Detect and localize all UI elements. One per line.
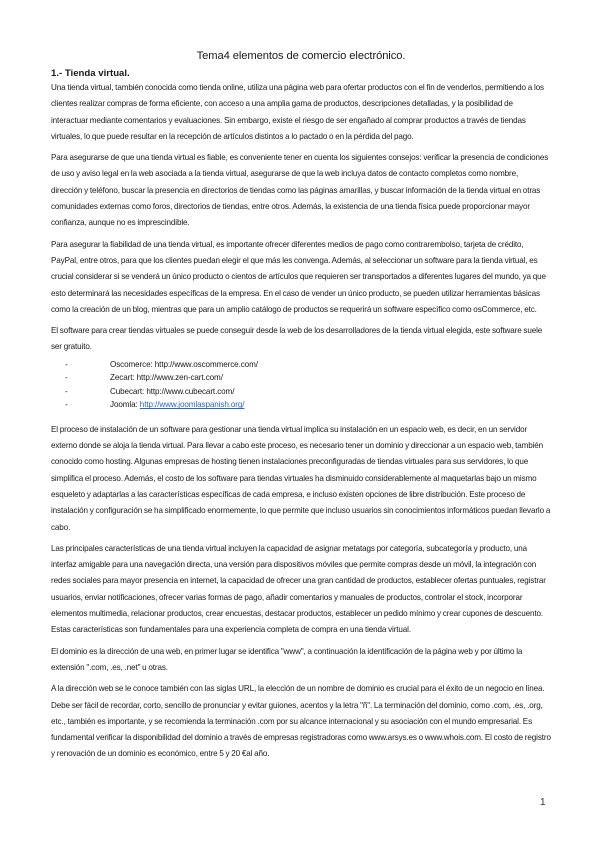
- bullet-dash: -: [65, 359, 68, 369]
- list-item-label: Joomla:: [110, 400, 140, 410]
- list-item-cubecart: [51, 385, 551, 399]
- list-item-text: Zecart: http://www.zen-cart.com/: [110, 373, 223, 383]
- bullet-dash: -: [65, 386, 68, 396]
- paragraph-reliability-tips: Para asegurarse de que una tienda virtual es fiable, es conveniente tener en cuenta los siguientes consejos: verificar la presencia de condiciones de uso y aviso legal en la web asociada a la tienda virtual, asegurarse de que la web incluya datos de contacto completos como nombre, dirección y teléfono, buscar la presencia en directorios de tiendas como las páginas amarillas, y buscar información de la tienda virtual en otras comunidades externas como foros, directorios de tiendas, entre otros. Además, la existencia de una tienda física puede proporcionar mayor confianza, aunque no es imprescindible.: [51, 153, 549, 228]
- paragraph-software-source: El software para crear tiendas virtuales se puede conseguir desde la web de los desarrolladores de la tienda virtual elegida, este software suele ser gratuito.: [51, 326, 543, 352]
- paragraph-installation: El proceso de instalación de un software para gestionar una tienda virtual implica su instalación en un espacio web, es decir, en un servidor externo donde se aloja la tienda virtual. Para llevar a cabo este proceso, es necesario tener un dominio y direccionar a un espacio web, también conocido como hosting. Algunas empresas de hosting tienen instalaciones preconfiguradas de tiendas virtuales para sus servidores, lo que simplifica el proceso. Además, el costo de los software para tiendas virtuales ha disminuido considerablemente al maquetarlas bajo un mismo esqueleto y adaptarlas a las características específicas de cada empresa, e incluso existen opciones de libre distribución. Este proceso de instalación y configuración se ha simplificado enormemente, lo que permite que incluso usuarios sin conocimientos informáticos puedan llevarlo a cabo.: [51, 424, 551, 532]
- section-heading: 1.- Tienda virtual.: [51, 68, 130, 79]
- paragraph-payment-methods: Para asegurar la fiabilidad de una tienda virtual, es importante ofrecer diferentes medios de pago como contrarembolso, tarjeta de crédito, PayPal, entre otros, para que los clientes puedan elegir el que más les convenga. Además, al seleccionar un software para la tienda virtual, es crucial considerar si se venderá un único producto o cientos de artículos que requieren ser transportados a diferentes lugares del mundo, ya que esto determinará las necesidades específicas de la empresa. En el caso de vender un único producto, se pueden utilizar herramientas básicas como la creación de un blog, mientras que para un amplio catálogo de productos se requerirá un software específico como osCommerce, etc.: [51, 239, 546, 314]
- list-item-joomla: [51, 398, 551, 412]
- list-item-zencart: [51, 371, 551, 385]
- paragraph-url: A la dirección web se le conoce también con las siglas URL, la elección de un nombre de dominio es crucial para el éxito de un negocio en línea. Debe ser fácil de recordar, corto, sencillo de pronunciar y evitar guiones, acentos y la letra "ñ". La terminación del dominio, como .com, .es, .org, etc., también es importante, y se recomienda la terminación .com por su alcance internacional y su asociación con el mundo empresarial. Es fundamental verificar la disponibilidad del dominio a través de empresas registradoras como www.arsys.es o www.whois.com. El costo de registro y renovación de un dominio es económico, entre 5 y 20 €al año.: [51, 684, 551, 759]
- list-item-text: Cubecart: http://www.cubecart.com/: [110, 386, 235, 396]
- list-item-oscommerce: [51, 358, 551, 372]
- page-number: 1: [540, 797, 546, 808]
- document-title: Tema4 elementos de comercio electrónico.: [196, 50, 406, 62]
- document-page: [51, 50, 551, 768]
- paragraph-definition: Una tienda virtual, también conocida como tienda online, utiliza una página web para ofertar productos con el fin de venderlos, permitiendo a los clientes realizar compras de forma eficiente, con acceso a una amplia gama de productos, descripciones detalladas, y la posibilidad de interactuar mediante comentarios y evaluaciones. Sin embargo, existe el riesgo de ser engañado al comprar productos a través de tiendas virtuales, lo que puede resultar en la recepción de artículos distintos a lo pactado o en la pérdida del pago.: [51, 83, 544, 141]
- joomla-link[interactable]: http://www.joomlaspanish.org/: [139, 400, 245, 410]
- bullet-dash: -: [65, 400, 68, 410]
- paragraph-domain: El dominio es la dirección de una web, en primer lugar se identifica "www", a continuación la identificación de la página web y por último la extensión ".com, .es, .net" u otras.: [51, 646, 523, 672]
- paragraph-features: Las principales características de una tienda virtual incluyen la capacidad de asignar metatags por categoría, subcategoría y producto, una interfaz amigable para una navegación directa, una versión para dispositivos móviles que permite compras desde un móvil, la integración con redes sociales para mayor presencia en internet, la capacidad de ofrecer una gran cantidad de productos, establecer ofertas puntuales, registrar usuarios, enviar notificaciones, ofrecer varias formas de pago, añadir comentarios y manuales de productos, controlar el stock, incorporar elementos multimedia, relacionar productos, crear encuestas, destacar productos, establecer un pedido mínimo y crear cupones de descuento. Estas características son fundamentales para una experiencia completa de compra en una tienda virtual.: [51, 543, 546, 635]
- bullet-dash: -: [65, 373, 68, 383]
- software-list: [51, 358, 551, 412]
- list-item-text: Oscomerce: http://www.oscommerce.com/: [110, 359, 258, 369]
